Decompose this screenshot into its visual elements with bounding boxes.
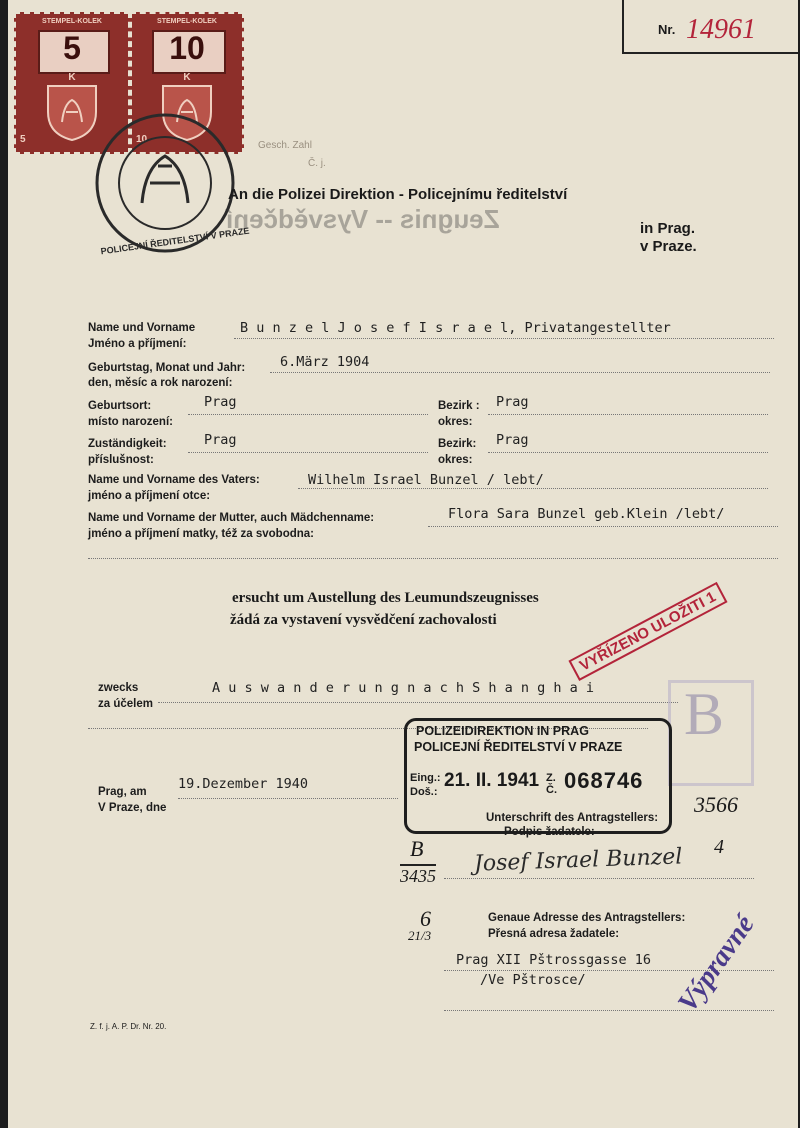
- bezirk1-label-cz: okres:: [438, 416, 473, 428]
- birth-label-cz: den, měsíc a rok narození:: [88, 377, 233, 389]
- birth-value: 6.März 1904: [280, 354, 370, 370]
- signature-value: Josef Israel Bunzel: [473, 844, 683, 877]
- b-annotation: B: [410, 836, 424, 861]
- purpose-value: A u s w a n d e r u n g n a c h S h a n g h a i: [212, 680, 595, 696]
- form-code: Z. f. j. A. P. Dr. Nr. 20.: [90, 1022, 167, 1031]
- address-label-cz: Přesná adresa žadatele:: [488, 928, 620, 940]
- name-label-cz: Jméno a příjmení:: [88, 338, 187, 350]
- domicile-label-de: Zuständigkeit:: [88, 438, 167, 450]
- stamp-k-label: K: [68, 72, 76, 83]
- birth-label-de: Geburtstag, Monat und Jahr:: [88, 362, 246, 374]
- domicile-value: Prag: [204, 432, 237, 448]
- name-value: B u n z e l J o s e f I s r a e l, Privatangestellter: [240, 320, 671, 336]
- four-annotation: 4: [714, 836, 724, 858]
- six-annotation: 6: [420, 906, 431, 931]
- name-label-de: Name und Vorname: [88, 322, 196, 334]
- signature-label-cz: Podpis žadatele:: [504, 826, 595, 838]
- revenue-stamp-10: STEMPEL-KOLEK 10 K 10: [130, 12, 244, 154]
- bezirk1-label-de: Bezirk :: [438, 400, 480, 412]
- application-form: [8, 0, 798, 1128]
- address-line1: Prag XII Pštrossgasse 16: [456, 952, 652, 968]
- date-label-de: Prag, am: [98, 786, 147, 798]
- eing-label: Eing.:: [410, 772, 441, 784]
- dos-label: Doš.:: [410, 786, 438, 798]
- bleed-through-text: Zeugnis -- Vysvědčení: [226, 204, 500, 234]
- date-note-annotation: 21/3: [408, 928, 432, 943]
- domicile-label-cz: příslušnost:: [88, 454, 154, 466]
- bezirk2-label-cz: okres:: [438, 454, 473, 466]
- birthplace-label-cz: místo narození:: [88, 416, 173, 428]
- mother-label-cz: jméno a příjmení matky, též za svobodna:: [88, 528, 315, 540]
- gesch-zahl: Gesch. Zahl: [258, 140, 312, 151]
- big-b-letter: B: [684, 681, 725, 747]
- father-value: Wilhelm Israel Bunzel / lebt/: [308, 472, 544, 488]
- received-date: 21. II. 1941: [444, 770, 540, 791]
- bezirk1-value: Prag: [496, 394, 529, 410]
- nr-label: Nr.: [658, 22, 676, 37]
- request-line-cz: žádá za vystavení vysvědčení zachovalosti: [230, 612, 497, 628]
- bezirk2-value: Prag: [496, 432, 529, 448]
- address-line2: /Ve Pštrosce/: [480, 972, 586, 988]
- bezirk2-label-de: Bezirk:: [438, 438, 477, 450]
- address-label-de: Genaue Adresse des Antragstellers:: [488, 912, 686, 924]
- revenue-stamp-5: STEMPEL-KOLEK 5 K 5: [14, 12, 130, 154]
- stamp-value-5: 5: [63, 30, 81, 66]
- purpose-label-cz: za účelem: [98, 698, 153, 710]
- date-label-cz: V Praze, dne: [98, 802, 167, 814]
- birthplace-value: Prag: [204, 394, 237, 410]
- stamp-value-10: 10: [169, 30, 205, 66]
- cj-label: Č. j.: [308, 158, 326, 169]
- stamp-kolek-text: STEMPEL-KOLEK: [42, 18, 102, 25]
- received-number: 068746: [564, 768, 644, 793]
- purpose-label-de: zwecks: [98, 682, 139, 694]
- red-settled-stamp: VYŘÍZENO ULOŽITI 1: [568, 582, 727, 681]
- zc-label: Z. Č.: [546, 772, 557, 796]
- date-value: 19.Dezember 1940: [178, 776, 309, 792]
- mother-label-de: Name und Vorname der Mutter, auch Mädchenname:: [88, 512, 375, 524]
- mother-value: Flora Sara Bunzel geb.Klein /lebt/: [448, 506, 725, 522]
- city-cz: v Praze.: [640, 238, 697, 255]
- form-title: An die Polizei Direktion - Policejnímu ředitelství: [228, 186, 568, 203]
- birthplace-label-de: Geburtsort:: [88, 400, 152, 412]
- city-de: in Prag.: [640, 220, 696, 237]
- request-line-de: ersucht um Austellung des Leumundszeugnisses: [232, 590, 539, 606]
- received-line2: POLICEJNÍ ŘEDITELSTVÍ V PRAZE: [414, 740, 623, 754]
- signature-label-de: Unterschrift des Antragstellers:: [486, 812, 659, 824]
- nr-value: 14961: [686, 14, 756, 45]
- right-number-annotation: 3566: [694, 792, 738, 817]
- father-label-de: Name und Vorname des Vaters:: [88, 474, 260, 486]
- received-line1: POLIZEIDIREKTION IN PRAG: [416, 724, 589, 738]
- vypravne-stamp: Výpravné: [672, 909, 761, 1018]
- seal-text: POLICEJNÍ ŘEDITELSTVÍ V PRAZE: [100, 225, 250, 257]
- b-number-annotation: 3435: [400, 866, 436, 886]
- father-label-cz: jméno a příjmení otce:: [88, 490, 211, 502]
